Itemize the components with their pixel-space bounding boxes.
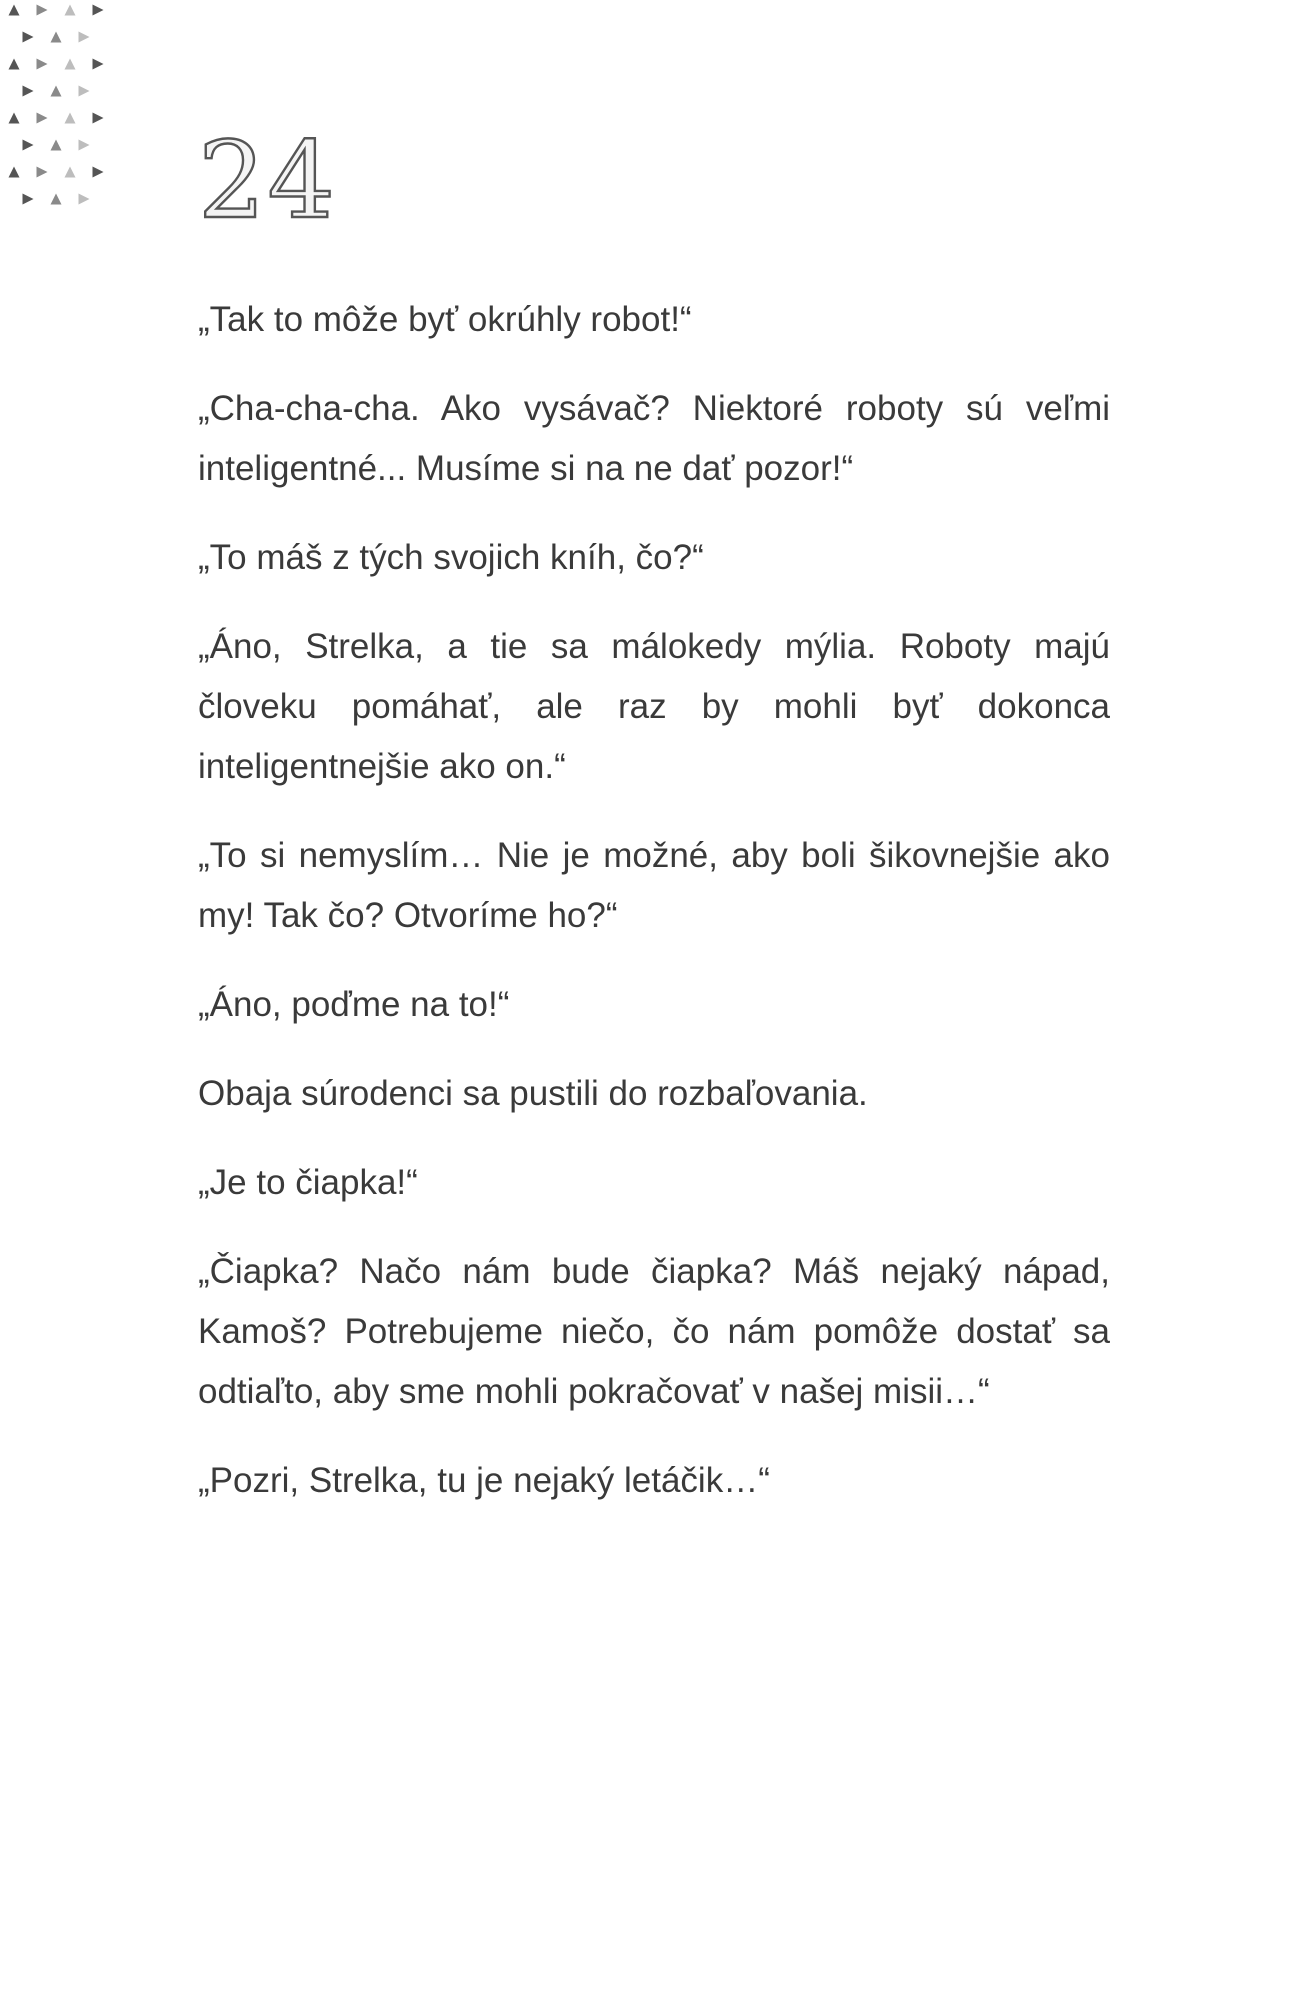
triangle-ornament (23, 32, 34, 43)
triangle-ornament (9, 5, 20, 16)
page-number: 24 (198, 119, 337, 242)
paragraph: „Čiapka? Načo nám bude čiapka? Máš nejaký nápad, Kamoš? Potrebujeme niečo, čo nám pomôže dostať sa odtiaľto, aby sme mohli pokračovať v našej misii…“ (198, 1252, 1110, 1411)
triangle-ornament (93, 167, 104, 178)
triangle-ornament (37, 113, 48, 124)
chapter-text (198, 290, 1110, 1540)
paragraph: „Tak to môže byť okrúhly robot!“ (198, 300, 692, 339)
triangle-ornament (65, 113, 76, 124)
triangle-ornament (79, 32, 90, 43)
triangle-ornament (23, 194, 34, 205)
paragraph: „Cha-cha-cha. Ako vysávač? Niektoré roboty sú veľmi inteligentné... Musíme si na ne dať pozor!“ (198, 389, 1110, 488)
triangle-ornament (79, 86, 90, 97)
triangle-ornament (37, 5, 48, 16)
paragraph: „Áno, Strelka, a tie sa málokedy mýlia. Roboty majú človeku pomáhať, ale raz by mohli byť dokonca inteligentnejšie ako on.“ (198, 627, 1110, 786)
paragraph: Obaja súrodenci sa pustili do rozbaľovania. (198, 1074, 868, 1113)
triangle-ornament (23, 140, 34, 151)
triangle-ornament (51, 194, 62, 205)
triangle-ornament (37, 59, 48, 70)
triangle-ornament (37, 167, 48, 178)
triangle-ornament (9, 113, 20, 124)
paragraph: „To máš z tých svojich kníh, čo?“ (198, 538, 704, 577)
triangle-ornament (51, 140, 62, 151)
triangle-ornament (93, 113, 104, 124)
triangle-ornament (51, 32, 62, 43)
triangle-ornament (65, 167, 76, 178)
paragraph: „Pozri, Strelka, tu je nejaký letáčik…“ (198, 1461, 770, 1500)
triangle-ornament (79, 140, 90, 151)
paragraph: „Áno, poďme na to!“ (198, 985, 510, 1024)
triangle-ornament (9, 59, 20, 70)
triangle-ornament (51, 86, 62, 97)
triangle-ornament (93, 59, 104, 70)
triangle-ornament (93, 5, 104, 16)
triangle-ornament (23, 86, 34, 97)
triangle-ornament (65, 59, 76, 70)
triangle-ornament (79, 194, 90, 205)
paragraph: „Je to čiapka!“ (198, 1163, 418, 1202)
triangle-ornament (65, 5, 76, 16)
paragraph: „To si nemyslím… Nie je možné, aby boli šikovnejšie ako my! Tak čo? Otvoríme ho?“ (198, 836, 1110, 935)
triangle-ornament (9, 167, 20, 178)
corner-triangle-pattern (0, 0, 120, 240)
